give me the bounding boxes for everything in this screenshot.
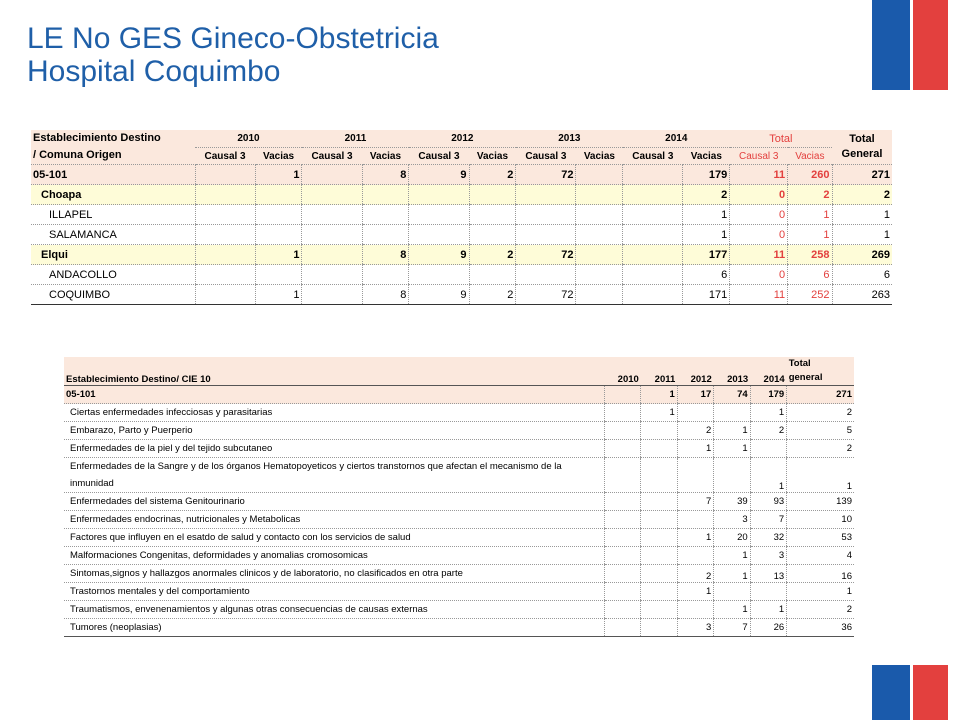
table-cell [195, 245, 255, 265]
table-cell [195, 185, 255, 205]
subheader-causal: Causal 3 [516, 148, 576, 165]
table-cell: 179 [750, 386, 786, 404]
header-total-line1: Total [788, 358, 811, 369]
table-comuna-origen [31, 130, 892, 305]
table-cell: 2 [469, 285, 516, 305]
table-cell [195, 225, 255, 245]
table-cell: 8 [362, 165, 409, 185]
table-cell: 1 [677, 583, 713, 601]
table-cell: 179 [683, 165, 730, 185]
table-cell [604, 619, 640, 637]
table-cell: 93 [750, 493, 786, 511]
table-cell: 9 [409, 285, 469, 305]
table-cell: 2 [677, 565, 713, 583]
table-header-row [31, 130, 892, 148]
table-cell: 1 [750, 601, 786, 619]
table-cell [516, 265, 576, 285]
table-cell: 1 [683, 225, 730, 245]
header-estab-line2: / Comuna Origen [33, 149, 122, 161]
table-cell [641, 422, 677, 440]
table-cell [623, 185, 683, 205]
table-cell [604, 440, 640, 458]
row-label: Enfermedades del sistema Genitourinario [64, 493, 604, 511]
table-cell: 8 [362, 285, 409, 305]
table-cell: 2 [832, 185, 892, 205]
row-label: Elqui [31, 245, 195, 265]
table-cell [516, 185, 576, 205]
table-cell: 11 [730, 285, 788, 305]
table-cell: 7 [714, 619, 750, 637]
table-row [31, 165, 892, 185]
table-cell: 9 [409, 245, 469, 265]
table-cell [604, 458, 640, 493]
header-year: 2010 [604, 357, 640, 386]
table-cell [604, 547, 640, 565]
table-row [31, 265, 892, 285]
table-cell: 0 [730, 265, 788, 285]
row-label: Traumatismos, envenenamientos y algunas otras consecuencias de causas externas [64, 601, 604, 619]
row-label: Factores que influyen en el esatdo de salud y contacto con los servicios de salud [64, 529, 604, 547]
table-cell [576, 285, 623, 305]
table-cell [576, 205, 623, 225]
table-cell [409, 225, 469, 245]
table-cell: 20 [714, 529, 750, 547]
table-cell [677, 547, 713, 565]
table-row [64, 619, 854, 637]
table-cell: 1 [714, 601, 750, 619]
row-label: Enfermedades de la piel y del tejido subcutaneo [64, 440, 604, 458]
table-cell: 26 [750, 619, 786, 637]
table-cell: 39 [714, 493, 750, 511]
table-cell [195, 285, 255, 305]
table-row [64, 422, 854, 440]
table-cell: 8 [362, 245, 409, 265]
table-cell [623, 225, 683, 245]
table-row [31, 205, 892, 225]
header-year: 2011 [302, 130, 409, 148]
table-cell [469, 205, 516, 225]
table-cell: 2 [469, 165, 516, 185]
table-cell: 53 [787, 529, 854, 547]
table-cell: 74 [714, 386, 750, 404]
flag-blue-stripe [872, 0, 910, 90]
table-cell [677, 404, 713, 422]
table-cell: 1 [714, 547, 750, 565]
table-cell: 3 [750, 547, 786, 565]
table-cell [604, 386, 640, 404]
table-cell: 2 [683, 185, 730, 205]
table-cell [641, 601, 677, 619]
table-row [31, 245, 892, 265]
subheader-causal: Causal 3 [195, 148, 255, 165]
table-cell: 2 [469, 245, 516, 265]
table-cell: 1 [832, 225, 892, 245]
table-cell [195, 265, 255, 285]
table-cell [714, 583, 750, 601]
row-label: COQUIMBO [31, 285, 195, 305]
table-cell [641, 583, 677, 601]
header-year: 2014 [750, 357, 786, 386]
header-year: 2010 [195, 130, 302, 148]
table-cell [302, 245, 362, 265]
header-total-general-line1: Total [849, 133, 875, 145]
table-cell: 1 [787, 583, 854, 601]
table-cell: 0 [730, 205, 788, 225]
table-cell [302, 265, 362, 285]
table-cell: 16 [787, 565, 854, 583]
table-cell [255, 265, 302, 285]
table-cell: 4 [787, 547, 854, 565]
table-cell [641, 493, 677, 511]
table-cell: 260 [788, 165, 832, 185]
header-total: Total [730, 130, 832, 148]
table-cell: 1 [677, 529, 713, 547]
table-cell [469, 265, 516, 285]
table-cell: 2 [677, 422, 713, 440]
table-cell: 0 [730, 185, 788, 205]
table-cell: 1 [714, 422, 750, 440]
table-cell: 72 [516, 245, 576, 265]
table-cell: 1 [255, 165, 302, 185]
header-year: 2014 [623, 130, 730, 148]
table-cell: 72 [516, 285, 576, 305]
flag-red-stripe [913, 0, 948, 90]
table-cell [302, 285, 362, 305]
subheader-causal: Causal 3 [302, 148, 362, 165]
table-cell [409, 185, 469, 205]
header-total-general-line2: General [841, 148, 883, 160]
table-cell: 258 [788, 245, 832, 265]
header-year: 2013 [714, 357, 750, 386]
table-cell: 11 [730, 245, 788, 265]
table-cell [641, 511, 677, 529]
header-total-general [787, 357, 854, 386]
page-title-line2: Hospital Coquimbo [27, 55, 281, 88]
subheader-causal: Causal 3 [730, 148, 788, 165]
table-cell: 1 [683, 205, 730, 225]
subheader-vacias: Vacias [255, 148, 302, 165]
table-row [31, 225, 892, 245]
table-cell: 9 [409, 165, 469, 185]
table-row [64, 565, 854, 583]
table-cell [623, 245, 683, 265]
table-row [64, 547, 854, 565]
table-cell [195, 165, 255, 185]
row-label: ILLAPEL [31, 205, 195, 225]
table-cell [677, 458, 713, 493]
table-cell [623, 165, 683, 185]
row-label: 05-101 [64, 386, 604, 404]
table-cell [677, 511, 713, 529]
table-cell: 17 [677, 386, 713, 404]
header-estab-line1: Establecimiento Destino [33, 132, 161, 144]
table-cell [516, 225, 576, 245]
table-row [31, 285, 892, 305]
flag-blue-stripe [872, 665, 910, 720]
header-total-line2: general [788, 372, 823, 383]
table-cell: 252 [788, 285, 832, 305]
table-cell [576, 245, 623, 265]
table-cie10 [64, 357, 854, 637]
table-cell [623, 285, 683, 305]
table-cell [604, 493, 640, 511]
table-cell [362, 265, 409, 285]
table-cell: 1 [714, 565, 750, 583]
table-cell: 5 [787, 422, 854, 440]
table-cell: 1 [255, 285, 302, 305]
table-cell [409, 205, 469, 225]
table-cell [750, 440, 786, 458]
row-label: Tumores (neoplasias) [64, 619, 604, 637]
table-cell: 3 [714, 511, 750, 529]
table-cell: 1 [832, 205, 892, 225]
table-row [64, 404, 854, 422]
table-cell [255, 225, 302, 245]
table-cell: 2 [787, 601, 854, 619]
table-cell [604, 565, 640, 583]
subheader-vacias: Vacias [576, 148, 623, 165]
row-label: Ciertas enfermedades infecciosas y parasitarias [64, 404, 604, 422]
table-cell: 2 [787, 404, 854, 422]
table-cell [641, 458, 677, 493]
table-cell: 269 [832, 245, 892, 265]
table-cell: 11 [730, 165, 788, 185]
row-label: Choapa [31, 185, 195, 205]
table-cell [677, 601, 713, 619]
table-row [64, 511, 854, 529]
table-cell [641, 619, 677, 637]
table-row [64, 440, 854, 458]
table-cell: 1 [641, 386, 677, 404]
row-label: Embarazo, Parto y Puerperio [64, 422, 604, 440]
header-establecimiento-cie10: Establecimiento Destino/ CIE 10 [64, 357, 604, 386]
table-cell [195, 205, 255, 225]
table-row [64, 583, 854, 601]
table-cell: 1 [788, 205, 832, 225]
table-cell [623, 265, 683, 285]
header-year: 2011 [641, 357, 677, 386]
row-label: Trastornos mentales y del comportamiento [64, 583, 604, 601]
table-cell: 36 [787, 619, 854, 637]
page-title-line1: LE No GES Gineco-Obstetricia [27, 22, 439, 55]
table-cell [302, 185, 362, 205]
table-cell [714, 404, 750, 422]
subheader-causal: Causal 3 [409, 148, 469, 165]
table-cell: 6 [683, 265, 730, 285]
table-cell: 1 [641, 404, 677, 422]
table-cell: 1 [750, 404, 786, 422]
table-row [64, 386, 854, 404]
table-cell: 1 [750, 458, 786, 493]
page-title [27, 22, 439, 88]
table-cell: 32 [750, 529, 786, 547]
table-row [64, 493, 854, 511]
table-cell [641, 565, 677, 583]
table-cell: 7 [677, 493, 713, 511]
table-cell: 72 [516, 165, 576, 185]
flag-bottom-decoration [872, 665, 948, 720]
row-label: Enfermedades endocrinas, nutricionales y Metabolicas [64, 511, 604, 529]
table-cell [750, 583, 786, 601]
table-cell [469, 185, 516, 205]
table-cell [362, 205, 409, 225]
table-cell [641, 440, 677, 458]
table-cell [302, 225, 362, 245]
subheader-causal: Causal 3 [623, 148, 683, 165]
table-cell [362, 225, 409, 245]
table-cell: 3 [677, 619, 713, 637]
table-cell [576, 185, 623, 205]
table-cell: 177 [683, 245, 730, 265]
table-cell: 1 [714, 440, 750, 458]
row-label: Sintomas,signos y hallazgos anormales clinicos y de laboratorio, no clasificados en otra parte [64, 565, 604, 583]
table-cell: 1 [677, 440, 713, 458]
table-cell: 2 [750, 422, 786, 440]
table-cell: 10 [787, 511, 854, 529]
table-cell: 2 [787, 440, 854, 458]
table-cell: 13 [750, 565, 786, 583]
table-cell: 271 [832, 165, 892, 185]
table-cell: 171 [683, 285, 730, 305]
table-cell: 139 [787, 493, 854, 511]
table-cell [362, 185, 409, 205]
table-cell [604, 529, 640, 547]
table-cell: 6 [832, 265, 892, 285]
flag-red-stripe [913, 665, 948, 720]
row-label: ANDACOLLO [31, 265, 195, 285]
flag-top-decoration [872, 0, 948, 90]
subheader-vacias: Vacias [683, 148, 730, 165]
table-cell: 0 [730, 225, 788, 245]
table-cell: 7 [750, 511, 786, 529]
table-cell [714, 458, 750, 493]
subheader-vacias: Vacias [469, 148, 516, 165]
table-row [64, 458, 854, 493]
table-cell [302, 165, 362, 185]
subheader-vacias: Vacias [362, 148, 409, 165]
table-cell [641, 547, 677, 565]
row-label: Malformaciones Congenitas, deformidades y anomalias cromosomicas [64, 547, 604, 565]
table2-header-row [64, 357, 854, 386]
table-cell [255, 205, 302, 225]
table-cell [576, 225, 623, 245]
table-cell: 1 [255, 245, 302, 265]
table-row [64, 601, 854, 619]
header-establecimiento [31, 130, 195, 165]
table-cell: 271 [787, 386, 854, 404]
table-cell [604, 404, 640, 422]
table-cell [604, 601, 640, 619]
table-cell [604, 583, 640, 601]
header-year: 2012 [677, 357, 713, 386]
header-year: 2012 [409, 130, 516, 148]
table-row [64, 529, 854, 547]
header-total-general [832, 130, 892, 165]
table-cell [604, 511, 640, 529]
table-row [31, 185, 892, 205]
table-cell [469, 225, 516, 245]
table-cell [576, 165, 623, 185]
row-label: 05-101 [31, 165, 195, 185]
row-label: SALAMANCA [31, 225, 195, 245]
table-cell: 6 [788, 265, 832, 285]
table-cell [576, 265, 623, 285]
table-cell [604, 422, 640, 440]
table-cell [516, 205, 576, 225]
table-cell: 263 [832, 285, 892, 305]
row-label: Enfermedades de la Sangre y de los órganos Hematopoyeticos y ciertos transtornos que afectan el mecanismo de la inmunidad [64, 458, 604, 493]
table-cell [255, 185, 302, 205]
table-cell [409, 265, 469, 285]
table-cell: 2 [788, 185, 832, 205]
table-cell [641, 529, 677, 547]
table-cell: 1 [787, 458, 854, 493]
table-cell: 1 [788, 225, 832, 245]
subheader-vacias: Vacias [788, 148, 832, 165]
table-cell [302, 205, 362, 225]
table-cell [623, 205, 683, 225]
header-year: 2013 [516, 130, 623, 148]
